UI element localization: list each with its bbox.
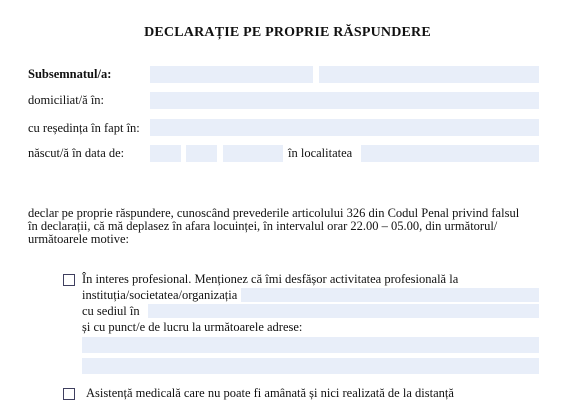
institution-field[interactable] (241, 288, 539, 302)
declaration-line: următoarele motive: (28, 232, 130, 246)
declaration-text (28, 207, 528, 246)
birth-day-field[interactable] (150, 145, 181, 162)
residence-field[interactable] (150, 119, 539, 136)
birth-year-field[interactable] (223, 145, 283, 162)
medical-checkbox[interactable] (63, 388, 75, 400)
first-name-field[interactable] (319, 66, 539, 83)
professional-option-text: În interes profesional. Menționez că îmi desfășor activitatea profesională la (82, 272, 459, 286)
headquarters-field[interactable] (148, 304, 539, 318)
domicile-field[interactable] (150, 92, 539, 109)
birth-place-field[interactable] (361, 145, 539, 162)
birth-date-label: născut/ă în data de: (28, 146, 125, 160)
professional-checkbox[interactable] (63, 274, 75, 286)
page-title: DECLARAȚIE PE PROPRIE RĂSPUNDERE (144, 25, 431, 40)
work-address-field-2[interactable] (82, 358, 539, 374)
institution-label: instituția/societatea/organizația (82, 288, 238, 302)
work-addresses-label: și cu punct/e de lucru la următoarele adrese: (82, 320, 303, 334)
name-label: Subsemnatul/a: (28, 67, 112, 81)
last-name-field[interactable] (150, 66, 313, 83)
birth-place-label: în localitatea (288, 146, 353, 160)
declaration-line: declar pe proprie răspundere, cunoscând prevederile articolului 326 din Codul Penal privind falsul (28, 206, 520, 220)
birth-month-field[interactable] (186, 145, 217, 162)
residence-label: cu reședința în fapt în: (28, 121, 140, 135)
headquarters-label: cu sediul în (82, 304, 140, 318)
work-address-field-1[interactable] (82, 337, 539, 353)
medical-option-text: Asistență medicală care nu poate fi amânată și nici realizată de la distanță (86, 386, 454, 400)
declaration-line: în declarații, că mă deplasez în afara locuinței, în intervalul orar 22.00 – 05.00, din următorul/ (28, 219, 498, 233)
domicile-label: domiciliat/ă în: (28, 93, 105, 107)
